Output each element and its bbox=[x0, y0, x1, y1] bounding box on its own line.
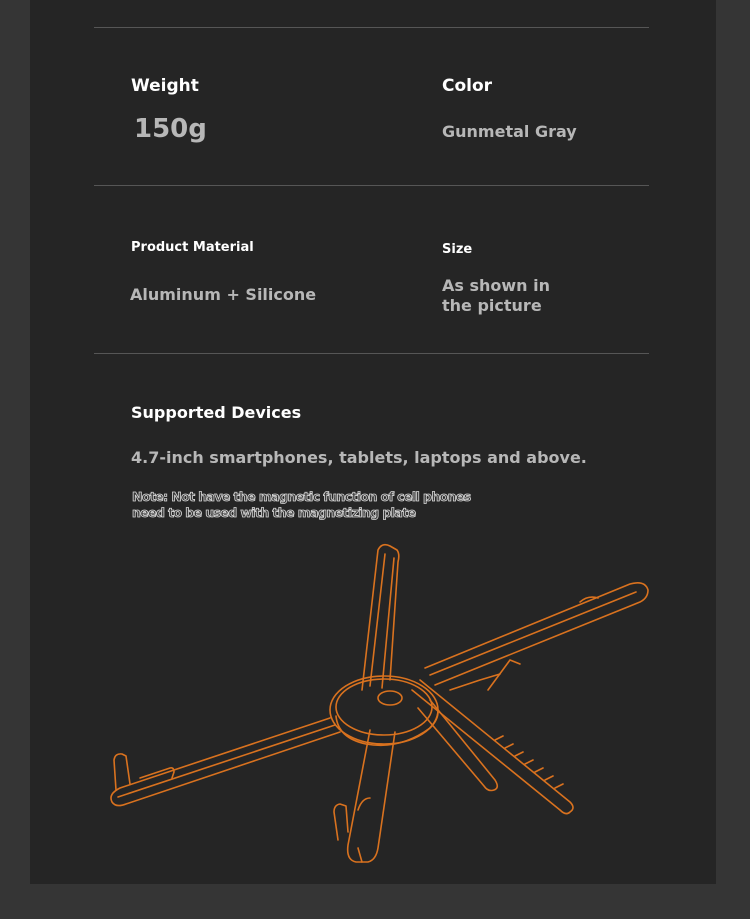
supported-devices-title: Supported Devices bbox=[131, 403, 302, 422]
color-value: Gunmetal Gray bbox=[442, 122, 577, 141]
weight-label: Weight bbox=[131, 76, 199, 96]
note-line2: need to be used with the magnetizing plate bbox=[132, 505, 416, 520]
supported-devices-text: 4.7-inch smartphones, tablets, laptops and above. bbox=[131, 448, 587, 467]
stand-illustration-icon bbox=[100, 540, 656, 870]
size-label: Size bbox=[442, 242, 473, 257]
material-label: Product Material bbox=[131, 240, 254, 255]
weight-value: 150g bbox=[134, 114, 207, 144]
magnetic-note bbox=[132, 489, 471, 521]
spec-panel bbox=[30, 0, 716, 884]
size-value-line2: the picture bbox=[442, 296, 542, 315]
size-value-line1: As shown in bbox=[442, 276, 550, 295]
material-value: Aluminum + Silicone bbox=[130, 285, 317, 304]
color-label: Color bbox=[442, 76, 493, 96]
size-value bbox=[442, 276, 550, 316]
note-line1: Note: Not have the magnetic function of cell phones bbox=[132, 489, 471, 504]
divider-2 bbox=[94, 353, 649, 354]
divider-top bbox=[94, 27, 649, 28]
divider-1 bbox=[94, 185, 649, 186]
